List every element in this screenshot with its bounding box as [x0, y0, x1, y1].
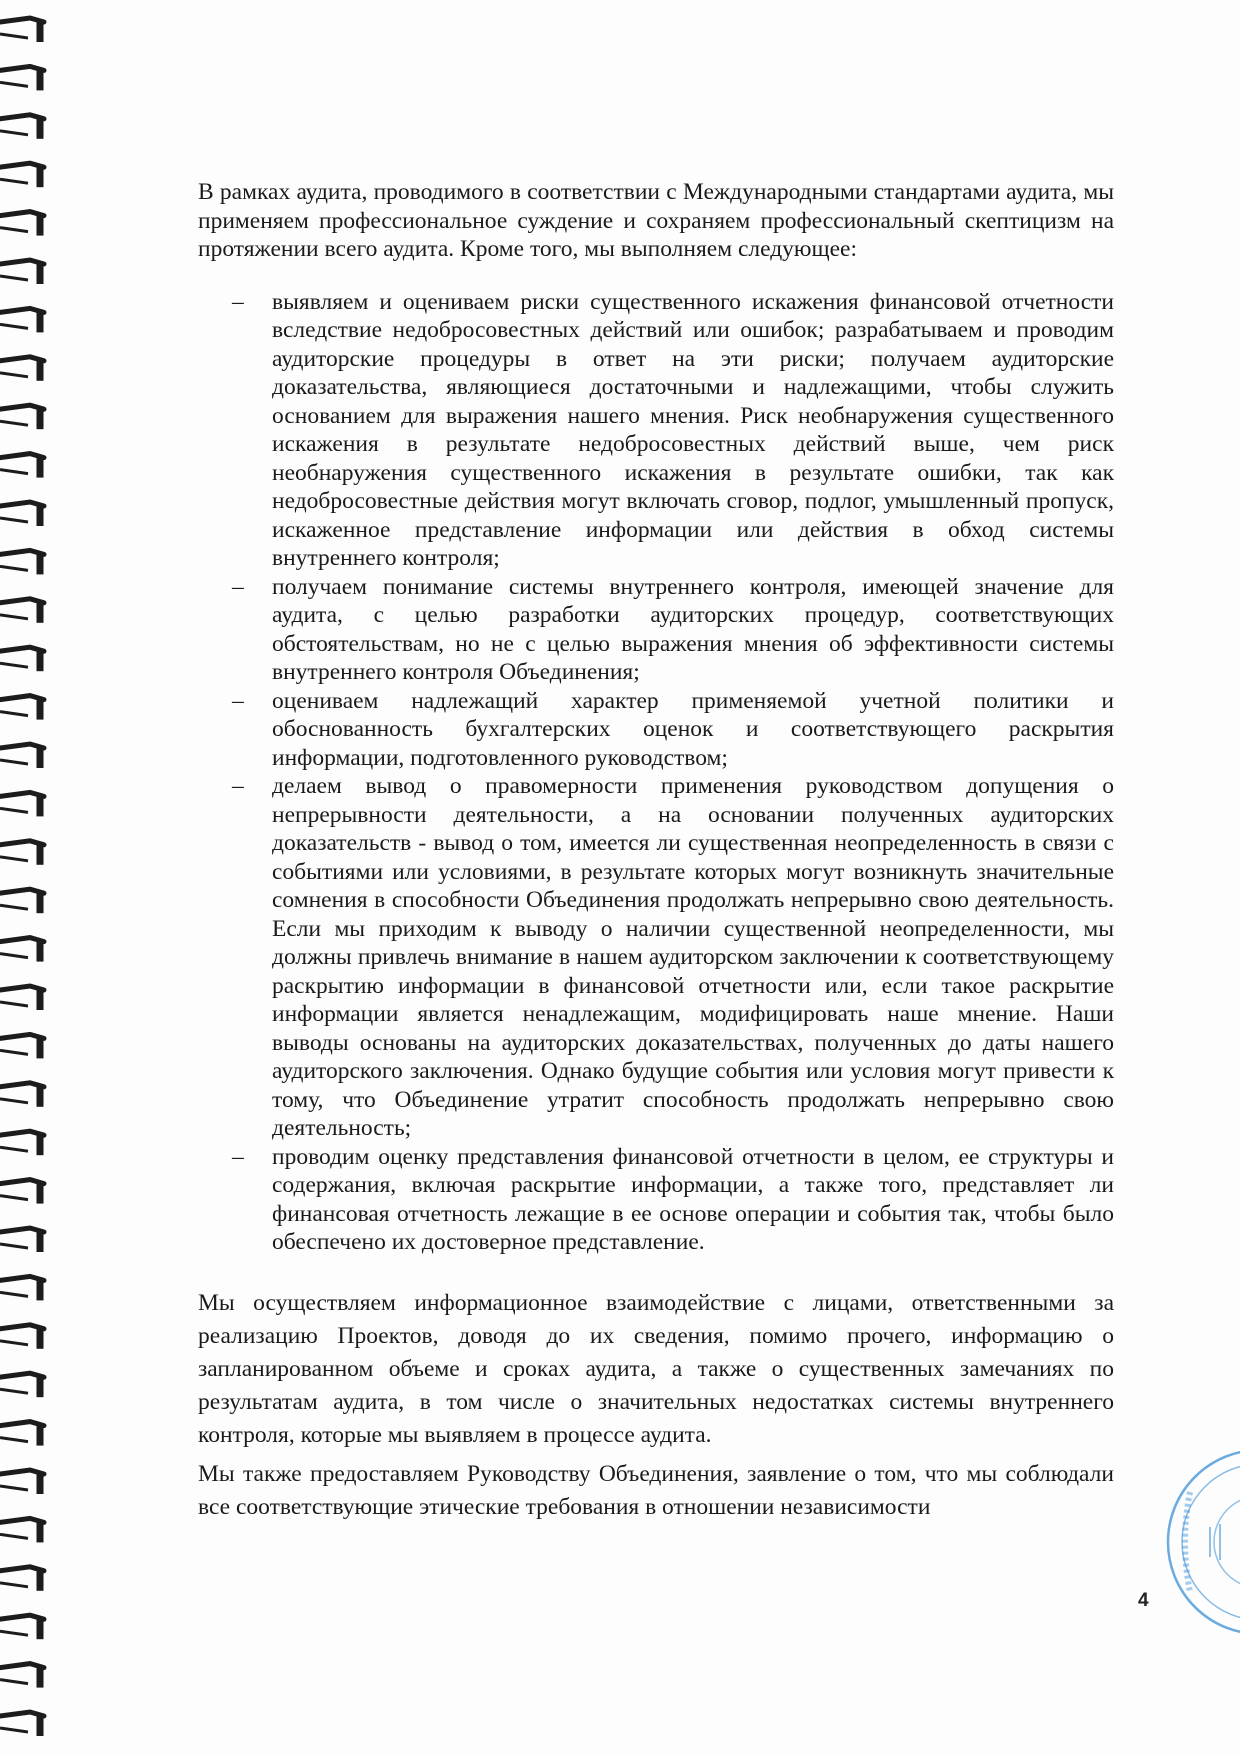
binding-loop	[0, 1712, 44, 1736]
binding-loop	[0, 115, 44, 139]
list-item: – проводим оценку представления финансовой отчетности в целом, ее структуры и содержания, включая раскрытие информации, а также того, представляет ли финансовая отчетность лежащие в ее основе операции и события так, чтобы было обеспечено их достоверное представление.	[232, 1143, 1114, 1255]
bullet-dash: –	[232, 687, 244, 714]
binding-loop	[0, 938, 44, 962]
binding-loop	[0, 1083, 44, 1107]
independence-paragraph: Мы также предоставляем Руководству Объединения, заявление о том, что мы соблюдали все соответствующие этические требования в отношении независимости	[198, 1460, 1114, 1520]
list-item: – оцениваем надлежащий характер применяемой учетной политики и обоснованность бухгалтерских оценок и соответствующего раскрытия информации, подготовленного руководством;	[232, 687, 1114, 771]
document-body	[198, 178, 1114, 1524]
binding-loop	[0, 260, 44, 284]
bullet-dash: –	[232, 773, 244, 799]
binding-loop	[0, 792, 44, 816]
list-item: – делаем вывод о правомерности применения руководством допущения о непрерывности деятельности, а на основании полученных аудиторских доказательств - вывод о том, имеется ли существенная неопределенность в связи с событиями или условиями, в результате которых могут возникнуть значительные сомнения в способности Объединения продолжать непрерывно свою деятельность. Если мы приходим к выводу о наличии существенной неопределенности, мы должны привлечь внимание в нашем аудиторском заключении к соответствующему раскрытию информации в финансовой отчетности или, если такое раскрытие информации является ненадлежащим, модифицировать наше мнение. Наши выводы основаны на аудиторских доказательствах, полученных до даты нашего аудиторского заключения. Однако будущие события или условия могут привести к тому, что Объединение утратит способность продолжать непрерывно свою деятельность;	[232, 773, 1114, 1141]
binding-loop	[0, 163, 44, 187]
official-stamp-icon	[1150, 1432, 1240, 1652]
binding-loop	[0, 212, 44, 236]
binding-loop	[0, 550, 44, 574]
binding-loop	[0, 1034, 44, 1058]
binding-loop	[0, 357, 44, 381]
spiral-binding-icon	[0, 0, 60, 1755]
page-number: 4	[1138, 1590, 1149, 1611]
binding-loop	[0, 986, 44, 1010]
binding-loop	[0, 1373, 44, 1397]
bullet-dash: –	[232, 1143, 244, 1170]
binding-loop	[0, 1131, 44, 1155]
communication-paragraph: Мы осуществляем информационное взаимодействие с лицами, ответственными за реализацию Проектов, доводя до их сведения, помимо прочего, информацию о запланированном объеме и сроках аудита, а также о существенных замечаниях по результатам аудита, в том числе о значительных недостатках системы внутреннего контроля, которые мы выявляем в процессе аудита.	[198, 1289, 1114, 1448]
binding-loop	[0, 18, 44, 42]
binding-loop	[0, 1180, 44, 1204]
bullet-dash: –	[232, 288, 244, 315]
binding-loop	[0, 889, 44, 913]
binding-loop	[0, 1276, 44, 1300]
binding-loop	[0, 1228, 44, 1252]
binding-loop	[0, 66, 44, 90]
binding-loop	[0, 841, 44, 865]
binding-loop	[0, 1664, 44, 1688]
binding-loop	[0, 647, 44, 671]
binding-loop	[0, 308, 44, 332]
binding-loop	[0, 1518, 44, 1542]
binding-loop	[0, 454, 44, 478]
binding-loop	[0, 1470, 44, 1494]
binding-loop	[0, 599, 44, 623]
binding-loop	[0, 502, 44, 526]
binding-loop	[0, 405, 44, 429]
bullet-dash: –	[232, 573, 244, 600]
list-item: – выявляем и оцениваем риски существенного искажения финансовой отчетности вследствие недобросовестных действий или ошибок; разрабатываем и проводим аудиторские процедуры в ответ на эти риски; получаем аудиторские доказательства, являющиеся достаточными и надлежащими, чтобы служить основанием для выражения нашего мнения. Риск необнаружения существенного искажения в результате недобросовестных действий выше, чем риск необнаружения существенного искажения в результате ошибки, так как недобросовестные действия могут включать сговор, подлог, умышленный пропуск, искаженное представление информации или действия в обход системы внутреннего контроля;	[232, 288, 1114, 571]
binding-loop	[0, 1567, 44, 1591]
binding-loop	[0, 1422, 44, 1446]
list-item: – получаем понимание системы внутреннего контроля, имеющей значение для аудита, с целью разработки аудиторских процедур, соответствующих обстоятельствам, но не с целью выражения мнения об эффективности системы внутреннего контроля Объединения;	[232, 573, 1114, 685]
binding-loop	[0, 1615, 44, 1639]
procedures-list	[198, 288, 1114, 1257]
binding-loop	[0, 696, 44, 720]
binding-loop	[0, 1325, 44, 1349]
intro-paragraph: В рамках аудита, проводимого в соответствии с Международными стандартами аудита, мы применяем профессиональное суждение и сохраняем профессиональный скептицизм на протяжении всего аудита. Кроме того, мы выполняем следующее:	[198, 179, 1114, 262]
binding-loop	[0, 744, 44, 768]
